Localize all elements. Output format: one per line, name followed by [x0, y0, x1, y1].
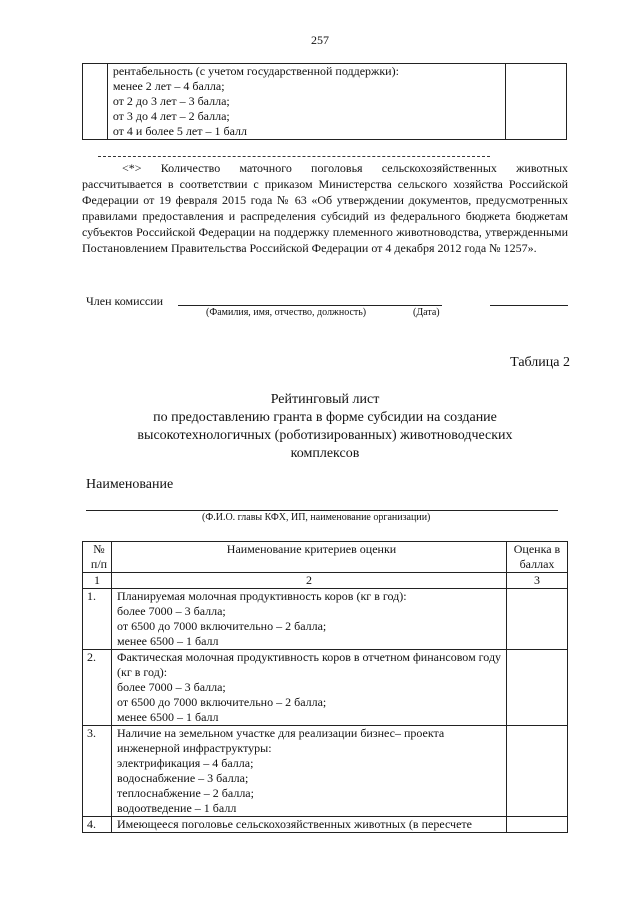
signature-label: Член комиссии: [86, 294, 164, 308]
top-table-continuation: [82, 63, 567, 140]
signature-name-line: [178, 305, 442, 306]
criteria-cell: [112, 726, 507, 817]
footnote-text: <*> Количество маточного поголовья сельскохозяйственных животных рассчитывается в соответствии с приказом Министерства сельского хозяйства Российской Федерации от 19 февраля 2015 года № 63 «Об утверждении документов, предусмотренных правилами предоставления и распределения субсидий из федерального бюджета бюджетам субъектов Российской Федерации на поддержку племенного животноводства, утвержденными Постановлением Правительства Российской Федерации от 4 декабря 2012 года № 1257».: [82, 161, 568, 255]
criteria-line: водоснабжение – 3 балла;: [117, 771, 249, 785]
col-number: 3: [507, 573, 568, 589]
title-line: комплексов: [290, 446, 360, 461]
criteria-line: Планируемая молочная продуктивность коров (кг в год):: [117, 589, 407, 603]
rating-table: [82, 541, 568, 833]
criteria-cell: [112, 589, 507, 650]
page-number: 257: [311, 33, 329, 47]
top-table-criteria-cell: [107, 64, 506, 140]
criteria-line: менее 6500 – 1 балл: [117, 710, 219, 724]
table-label: Таблица 2: [510, 355, 570, 370]
criteria-line: от 6500 до 7000 включительно – 2 балла;: [117, 619, 327, 633]
criteria-line: электрификация – 4 балла;: [117, 756, 254, 770]
row-number: 4.: [83, 817, 112, 833]
column-number-row: [83, 573, 568, 589]
criteria-line: теплоснабжение – 2 балла;: [117, 786, 254, 800]
header-score: Оценка в баллах: [507, 542, 568, 573]
naimenovanie-caption: (Ф.И.О. главы КФХ, ИП, наименование организации): [202, 512, 431, 523]
title-line: по предоставлению гранта в форме субсидии на создание: [153, 410, 497, 425]
table-row: [83, 726, 568, 817]
row-number: 2.: [83, 650, 112, 726]
signature-date-line: [490, 305, 568, 306]
score-cell: [507, 817, 568, 833]
naimenovanie-label: Наименование: [86, 477, 174, 492]
top-table-line: менее 2 лет – 4 балла;: [112, 79, 225, 93]
top-table-score-cell: [506, 64, 567, 140]
footnote-separator: [98, 156, 490, 157]
criteria-line: Наличие на земельном участке для реализации бизнес– проекта инженерной инфраструктуры:: [117, 726, 445, 755]
criteria-line: более 7000 – 3 балла;: [117, 604, 226, 618]
score-cell: [507, 726, 568, 817]
table-row: [83, 650, 568, 726]
row-number: 1.: [83, 589, 112, 650]
score-cell: [507, 589, 568, 650]
title-line: Рейтинговый лист: [270, 392, 380, 407]
row-number: 3.: [83, 726, 112, 817]
naimenovanie-line: [86, 510, 558, 511]
table-row: [83, 589, 568, 650]
top-table-line: от 4 и более 5 лет – 1 балл: [112, 124, 247, 138]
criteria-line: водоотведение – 1 балл: [117, 801, 237, 815]
top-table-line: рентабельность (с учетом государственной поддержки):: [112, 64, 399, 78]
col-number: 1: [83, 573, 112, 589]
table-row: [83, 817, 568, 833]
criteria-line: более 7000 – 3 балла;: [117, 680, 226, 694]
signature-date-caption: (Дата): [413, 307, 440, 318]
criteria-line: менее 6500 – 1 балл: [117, 634, 219, 648]
criteria-line: Фактическая молочная продуктивность коров в отчетном финансовом году (кг в год):: [117, 650, 502, 679]
table-header-row: [83, 542, 568, 573]
document-title: [82, 391, 568, 463]
header-num: № п/п: [83, 542, 112, 573]
criteria-line: от 6500 до 7000 включительно – 2 балла;: [117, 695, 327, 709]
top-table-line: от 2 до 3 лет – 3 балла;: [112, 94, 230, 108]
col-number: 2: [112, 573, 507, 589]
score-cell: [507, 650, 568, 726]
title-line: высокотехнологичных (роботизированных) животноводческих: [137, 428, 513, 443]
top-table-num-cell: [83, 64, 108, 140]
signature-name-caption: (Фамилия, имя, отчество, должность): [206, 307, 367, 318]
top-table-line: от 3 до 4 лет – 2 балла;: [112, 109, 230, 123]
header-criteria: Наименование критериев оценки: [112, 542, 507, 573]
criteria-cell: [112, 650, 507, 726]
criteria-cell: [112, 817, 507, 833]
criteria-line: Имеющееся поголовье сельскохозяйственных животных (в пересчете: [117, 817, 472, 831]
